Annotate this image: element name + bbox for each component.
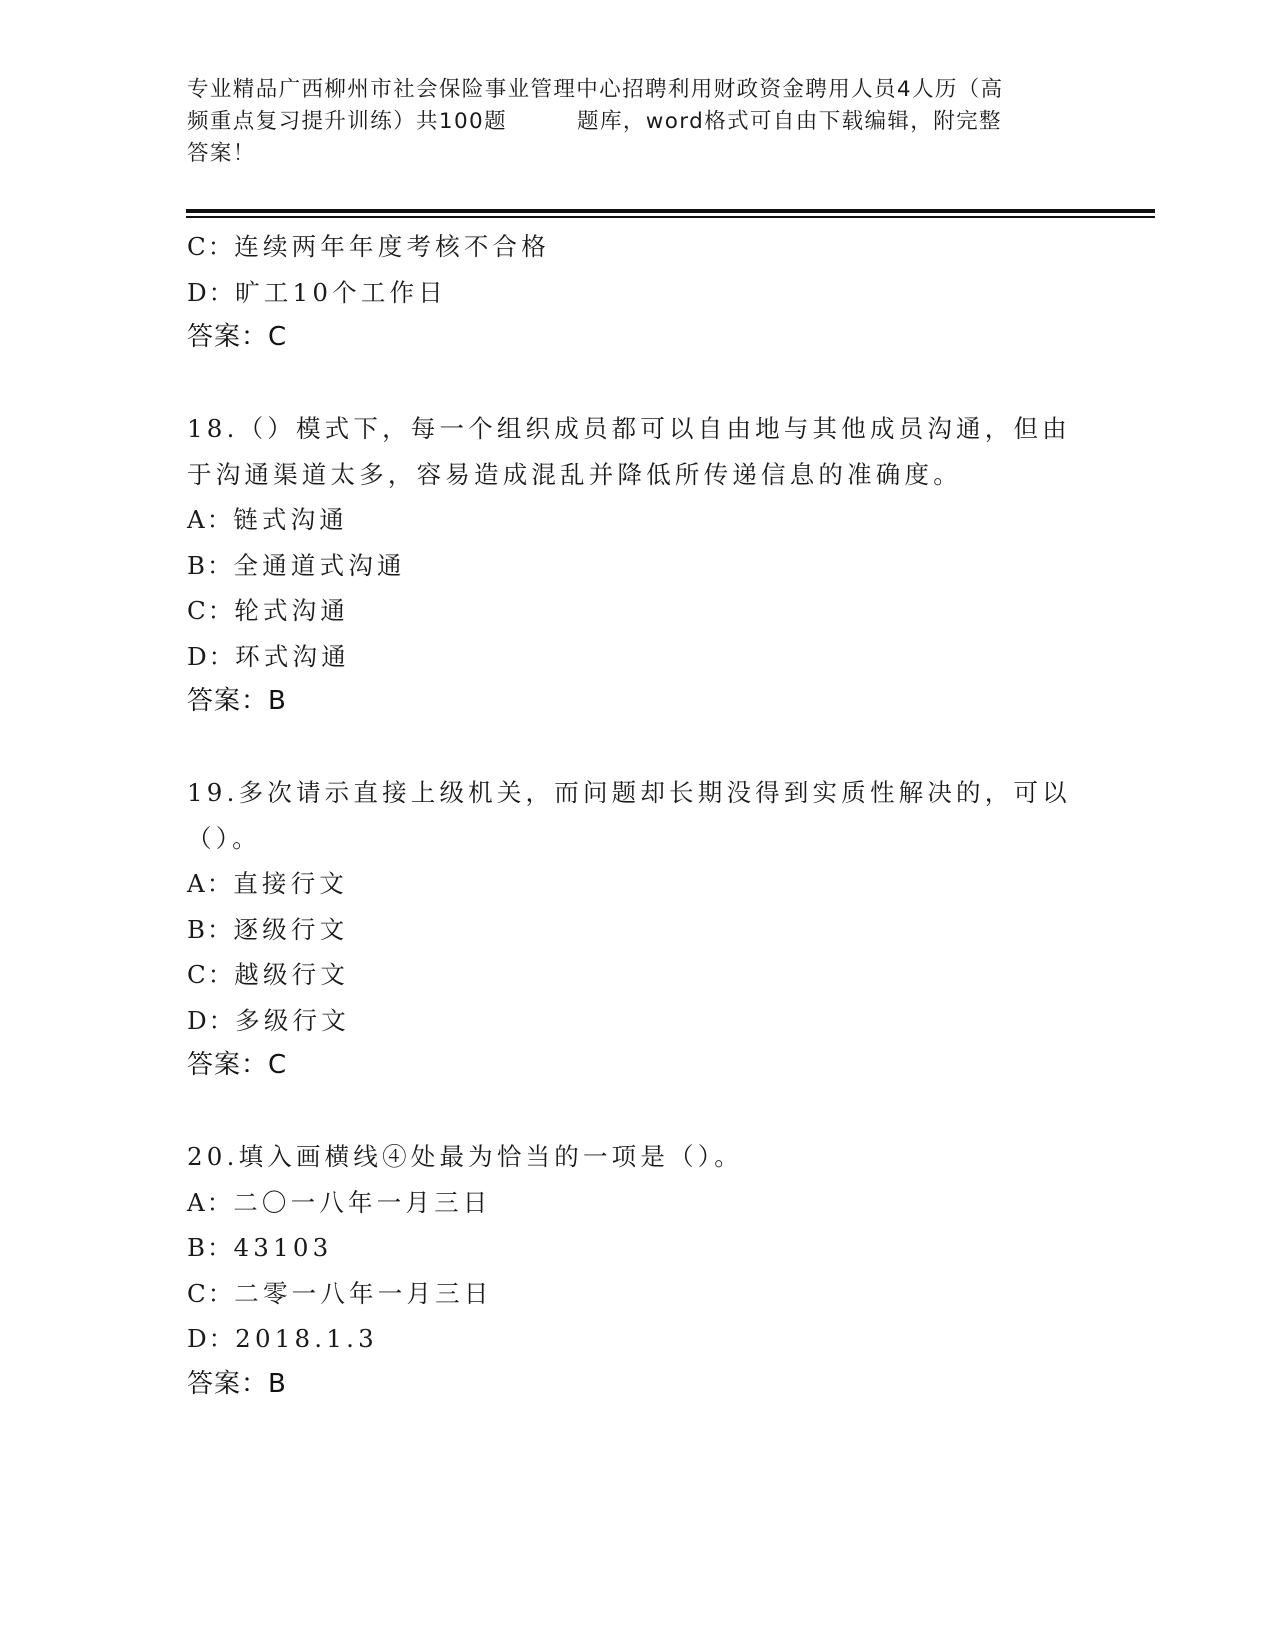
stem-line: 18.（）模式下，每一个组织成员都可以自由地与其他成员沟通，但由 bbox=[187, 414, 1071, 443]
option-a: A：二〇一八年一月三日 bbox=[187, 1187, 492, 1217]
question-17-tail bbox=[187, 224, 1067, 361]
option-a: A：直接行文 bbox=[187, 869, 349, 898]
option-d: D：旷工10个工作日 bbox=[187, 277, 447, 307]
question-18 bbox=[187, 406, 1071, 725]
answer-line: 答案：C bbox=[187, 322, 288, 352]
stem-line: （）。 bbox=[187, 823, 261, 853]
option-d: D：多级行文 bbox=[187, 1005, 350, 1035]
answer-line: 答案：B bbox=[187, 1368, 287, 1399]
header-line-3: 答案！ bbox=[187, 141, 256, 166]
option-b: B：逐级行文 bbox=[187, 914, 349, 944]
header-line-2-part-b: 题库，word格式可自由下载编辑，附完整 bbox=[577, 109, 1002, 134]
stem-line: 19.多次请示直接上级机关，而问题却长期没得到实质性解决的，可以 bbox=[187, 778, 1071, 807]
question-stem bbox=[187, 1134, 1067, 1180]
answer-line: 答案：B bbox=[187, 686, 287, 716]
document-header bbox=[187, 74, 1087, 170]
question-list bbox=[187, 224, 1071, 1407]
option-c: C：越级行文 bbox=[187, 960, 350, 989]
header-divider-thick bbox=[186, 209, 1155, 213]
option-b: B：全通道式沟通 bbox=[187, 550, 406, 580]
question-stem bbox=[187, 770, 1071, 861]
header-line-2-part-a: 频重点复习提升训练）共100题 bbox=[187, 109, 508, 134]
answer-line: 答案：C bbox=[187, 1050, 288, 1080]
option-c: C：二零一八年一月三日 bbox=[187, 1278, 493, 1308]
question-19 bbox=[187, 770, 1071, 1089]
stem-line: 20.填入画横线④处最为恰当的一项是（）。 bbox=[187, 1142, 743, 1171]
option-d: D：2018.1.3 bbox=[187, 1324, 378, 1353]
question-stem bbox=[187, 406, 1071, 497]
header-line-1: 专业精品广西柳州市社会保险事业管理中心招聘利用财政资金聘用人员4人历（高 bbox=[187, 77, 1004, 102]
option-c: C：连续两年年度考核不合格 bbox=[187, 232, 550, 261]
option-d: D：环式沟通 bbox=[187, 641, 350, 671]
option-a: A：链式沟通 bbox=[187, 505, 349, 534]
header-line-2 bbox=[187, 106, 1087, 138]
option-c: C：轮式沟通 bbox=[187, 596, 350, 625]
option-b: B：43103 bbox=[187, 1233, 333, 1262]
question-20 bbox=[187, 1134, 1067, 1407]
stem-line: 于沟通渠道太多，容易造成混乱并降低所传递信息的准确度。 bbox=[187, 459, 962, 489]
header-divider-thin bbox=[186, 216, 1155, 218]
